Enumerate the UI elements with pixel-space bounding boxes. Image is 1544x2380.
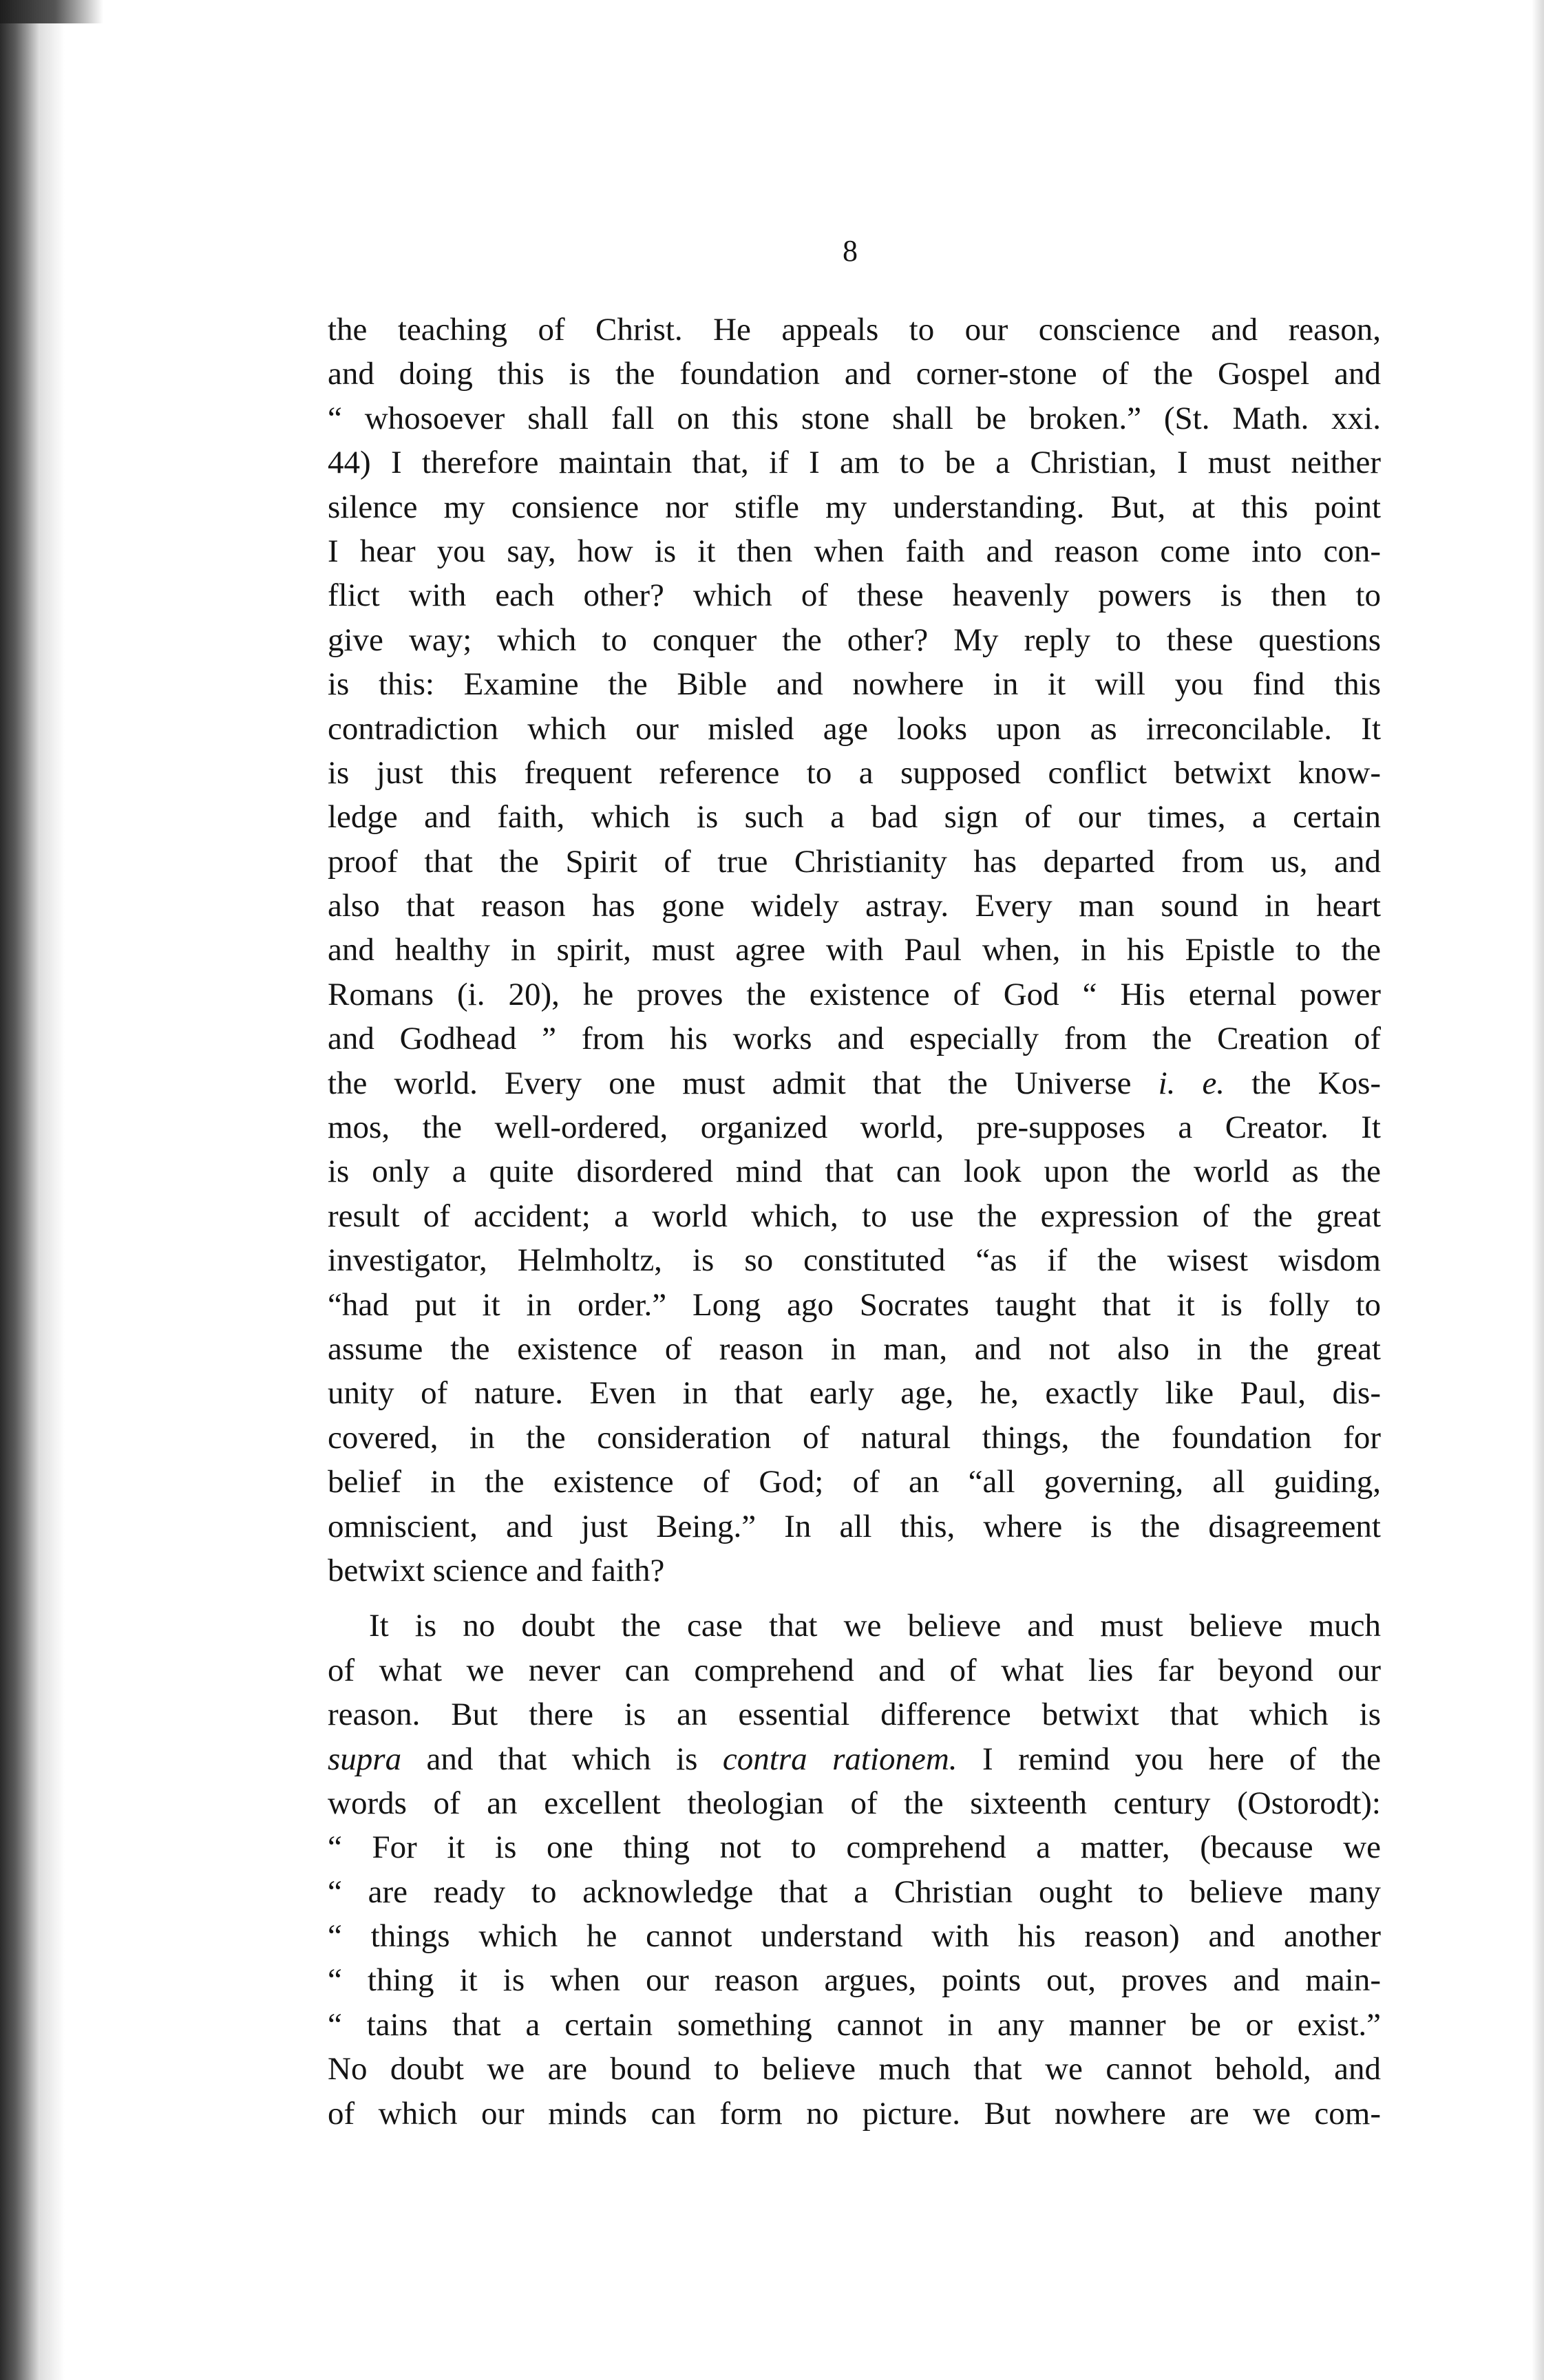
binding-edge xyxy=(0,0,40,2380)
text-segment: contradiction which our misled age looks upon as irreconcilable. It xyxy=(328,710,1381,747)
text-segment: the Kos- xyxy=(1225,1065,1382,1101)
text-segment: covered, in the consideration of natural things, the foundation for xyxy=(328,1419,1381,1456)
text-line xyxy=(328,1914,1381,1958)
text-line xyxy=(328,2047,1381,2091)
page-number: 8 xyxy=(843,234,858,268)
text-line xyxy=(328,1781,1381,1825)
text-segment: ledge and faith, which is such a bad sign of our times, a certain xyxy=(328,799,1381,836)
italic-text: contra rationem. xyxy=(722,1741,958,1777)
text-line xyxy=(328,573,1381,617)
text-line xyxy=(328,1238,1381,1282)
text-line xyxy=(328,751,1381,795)
text-segment: result of accident; a world which, to use the expression of the great xyxy=(328,1198,1381,1234)
text-line xyxy=(328,662,1381,706)
text-segment: words of an excellent theologian of the sixteenth century (Ostorodt): xyxy=(328,1785,1381,1821)
text-line xyxy=(328,308,1381,352)
text-segment: the teaching of Christ. He appeals to our conscience and reason, xyxy=(328,312,1381,348)
paragraph xyxy=(328,1604,1381,2136)
text-segment: reason. But there is an essential difference betwixt that which is xyxy=(328,1697,1381,1733)
text-segment: omniscient, and just Being.” In all this, where is the disagreement xyxy=(328,1508,1381,1544)
text-line xyxy=(328,440,1381,485)
text-segment: 44) I therefore maintain that, if I am to be a Christian, I must neither xyxy=(328,445,1381,481)
text-segment: “ are ready to acknowledge that a Christian ought to believe many xyxy=(328,1873,1381,1910)
text-segment: is just this frequent reference to a supposed conflict betwixt know- xyxy=(328,754,1381,791)
text-line xyxy=(328,1105,1381,1149)
italic-text: supra xyxy=(328,1741,402,1777)
text-line xyxy=(328,1692,1381,1736)
text-segment: I hear you say, how is it then when faith and reason come into con- xyxy=(328,533,1381,569)
text-segment: proof that the Spirit of true Christianity has departed from us, and xyxy=(328,843,1381,880)
binding-shadow xyxy=(40,0,65,2380)
text-segment: and healthy in spirit, must agree with Paul when, in his Epistle to the xyxy=(328,932,1381,968)
text-segment: the world. Every one must admit that the Universe xyxy=(328,1065,1159,1101)
text-segment: It is no doubt the case that we believe and must believe much xyxy=(369,1608,1381,1644)
text-segment: No doubt we are bound to believe much that we cannot behold, and xyxy=(328,2051,1381,2087)
text-line xyxy=(328,1149,1381,1193)
text-line xyxy=(328,928,1381,972)
text-line xyxy=(328,1870,1381,1914)
text-line xyxy=(328,1604,1381,1648)
paragraph-gap xyxy=(328,1593,1381,1604)
text-segment: assume the existence of reason in man, and not also in the great xyxy=(328,1330,1381,1367)
text-line xyxy=(328,1283,1381,1327)
text-line xyxy=(328,1061,1381,1105)
text-segment: betwixt science and faith? xyxy=(328,1552,665,1589)
text-segment: I remind you here of the xyxy=(957,1741,1381,1777)
paragraph xyxy=(328,308,1381,1593)
text-line xyxy=(328,529,1381,573)
text-line xyxy=(328,396,1381,440)
text-line xyxy=(328,1194,1381,1238)
text-line xyxy=(328,1549,1381,1593)
text-line xyxy=(328,840,1381,884)
text-segment: of which our minds can form no picture. But nowhere are we com- xyxy=(328,2095,1381,2132)
text-segment: “ things which he cannot understand with his reason) and another xyxy=(328,1918,1381,1955)
text-line xyxy=(328,1017,1381,1061)
text-line xyxy=(328,1460,1381,1504)
text-line xyxy=(328,1327,1381,1371)
text-segment: “ For it is one thing not to comprehend a matter, (because we xyxy=(328,1829,1381,1866)
text-segment: “ whosoever shall fall on this stone shall be broken.” (St. Math. xxi. xyxy=(328,400,1381,436)
text-segment: “ tains that a certain something cannot in any manner be or exist.” xyxy=(328,2006,1381,2043)
text-line xyxy=(328,795,1381,839)
body-text xyxy=(328,308,1381,2136)
text-segment: is only a quite disordered mind that can look upon the world as the xyxy=(328,1154,1381,1190)
text-line xyxy=(328,2092,1381,2136)
text-line xyxy=(328,884,1381,928)
text-line xyxy=(328,1958,1381,2002)
text-segment: of what we never can comprehend and of what lies far beyond our xyxy=(328,1652,1381,1688)
page-corner-shadow xyxy=(0,0,103,23)
text-line xyxy=(328,485,1381,529)
text-segment: “had put it in order.” Long ago Socrates taught that it is folly to xyxy=(328,1286,1381,1323)
text-line xyxy=(328,973,1381,1017)
text-segment: belief in the existence of God; of an “all governing, all guiding, xyxy=(328,1464,1381,1500)
text-line xyxy=(328,1416,1381,1460)
text-segment: unity of nature. Even in that early age, he, exactly like Paul, dis- xyxy=(328,1375,1381,1412)
text-line xyxy=(328,352,1381,396)
text-segment: silence my consience nor stifle my understanding. But, at this point xyxy=(328,489,1381,525)
text-line xyxy=(328,1648,1381,1692)
right-page-edge xyxy=(1532,0,1544,2380)
italic-text: i. e. xyxy=(1158,1065,1225,1101)
text-line xyxy=(328,618,1381,662)
text-line xyxy=(328,1737,1381,1781)
text-line xyxy=(328,707,1381,751)
text-line xyxy=(328,1505,1381,1549)
text-segment: Romans (i. 20), he proves the existence of God “ His eternal power xyxy=(328,976,1381,1012)
text-segment: “ thing it is when our reason argues, points out, proves and main- xyxy=(328,1962,1381,1999)
text-segment: and doing this is the foundation and corner-stone of the Gospel and xyxy=(328,356,1381,392)
text-line xyxy=(328,1371,1381,1415)
text-segment: give way; which to conquer the other? My reply to these questions xyxy=(328,621,1381,658)
text-segment: is this: Examine the Bible and nowhere in it will you find this xyxy=(328,666,1381,703)
text-line xyxy=(328,1825,1381,1869)
text-segment: and Godhead ” from his works and especially from the Creation of xyxy=(328,1021,1381,1057)
text-line xyxy=(328,2003,1381,2047)
text-segment: also that reason has gone widely astray. Every man sound in heart xyxy=(328,888,1381,924)
text-segment: flict with each other? which of these heavenly powers is then to xyxy=(328,577,1381,614)
text-segment: investigator, Helmholtz, is so constituted “as if the wisest wisdom xyxy=(328,1242,1381,1279)
text-segment: and that which is xyxy=(401,1741,723,1777)
text-segment: mos, the well-ordered, organized world, pre-supposes a Creator. It xyxy=(328,1109,1381,1146)
